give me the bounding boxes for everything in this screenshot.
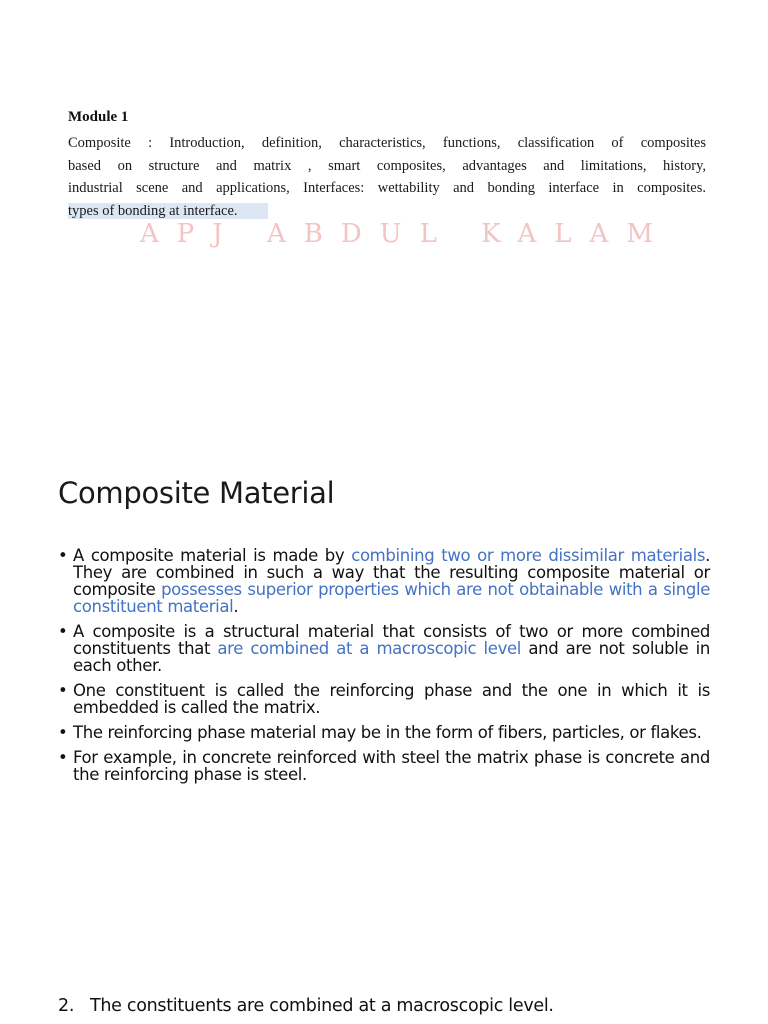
module-line: industrial scene and applications, Interfaces: wettability and bonding interface in composites. xyxy=(68,180,706,196)
module-line: Composite : Introduction, definition, characteristics, functions, classification of composites xyxy=(68,135,706,151)
bullet-item xyxy=(58,724,710,741)
numbered-point xyxy=(58,996,554,1016)
bullet-dot: • xyxy=(58,681,68,700)
module-description xyxy=(68,132,706,222)
bullet-list xyxy=(58,547,710,791)
highlighted-text: possesses superior properties which are not obtainable with a single constituent material xyxy=(73,580,710,616)
bullet-text: For example, in concrete reinforced with steel the matrix phase is concrete and the reinforcing phase is steel. xyxy=(73,748,710,784)
highlighted-line: types of bonding at interface. xyxy=(68,203,268,219)
highlighted-text: are combined at a macroscopic level xyxy=(217,639,522,658)
bullet-item xyxy=(58,547,710,615)
bullet-item xyxy=(58,623,710,674)
point-number: 2. xyxy=(58,996,75,1016)
bullet-item xyxy=(58,682,710,716)
highlighted-text: combining two or more dissimilar materials xyxy=(351,546,706,565)
bullet-dot: • xyxy=(58,622,68,641)
bullet-dot: • xyxy=(58,723,68,742)
bullet-text: The reinforcing phase material may be in the form of fibers, particles, or flakes. xyxy=(73,723,702,742)
bullet-text: and are not soluble in each other. xyxy=(73,639,710,675)
bullet-item xyxy=(58,749,710,783)
module-title: Module 1 xyxy=(68,109,129,125)
point-text: The constituents are combined at a macroscopic level. xyxy=(90,996,554,1016)
module-syllabus-excerpt xyxy=(66,108,706,222)
bullet-text: A composite is a structural material that consists of two or more combined constituents that xyxy=(73,622,710,658)
bullet-text: A composite material is made by xyxy=(73,546,352,565)
bullet-dot: • xyxy=(58,748,68,767)
watermark xyxy=(140,219,671,249)
slide-title: Composite Material xyxy=(58,476,335,510)
bullet-dot: • xyxy=(58,546,68,565)
bullet-text: . xyxy=(233,597,239,616)
module-line: based on structure and matrix , smart composites, advantages and limitations, history, xyxy=(68,157,706,174)
bullet-text: One constituent is called the reinforcing phase and the one in which it is embedded is called the matrix. xyxy=(73,681,710,717)
watermark-text: APJ ABDUL KALAM xyxy=(140,219,671,249)
bullet-text: . They are combined in such a way that the resulting composite material or composite xyxy=(73,546,710,599)
